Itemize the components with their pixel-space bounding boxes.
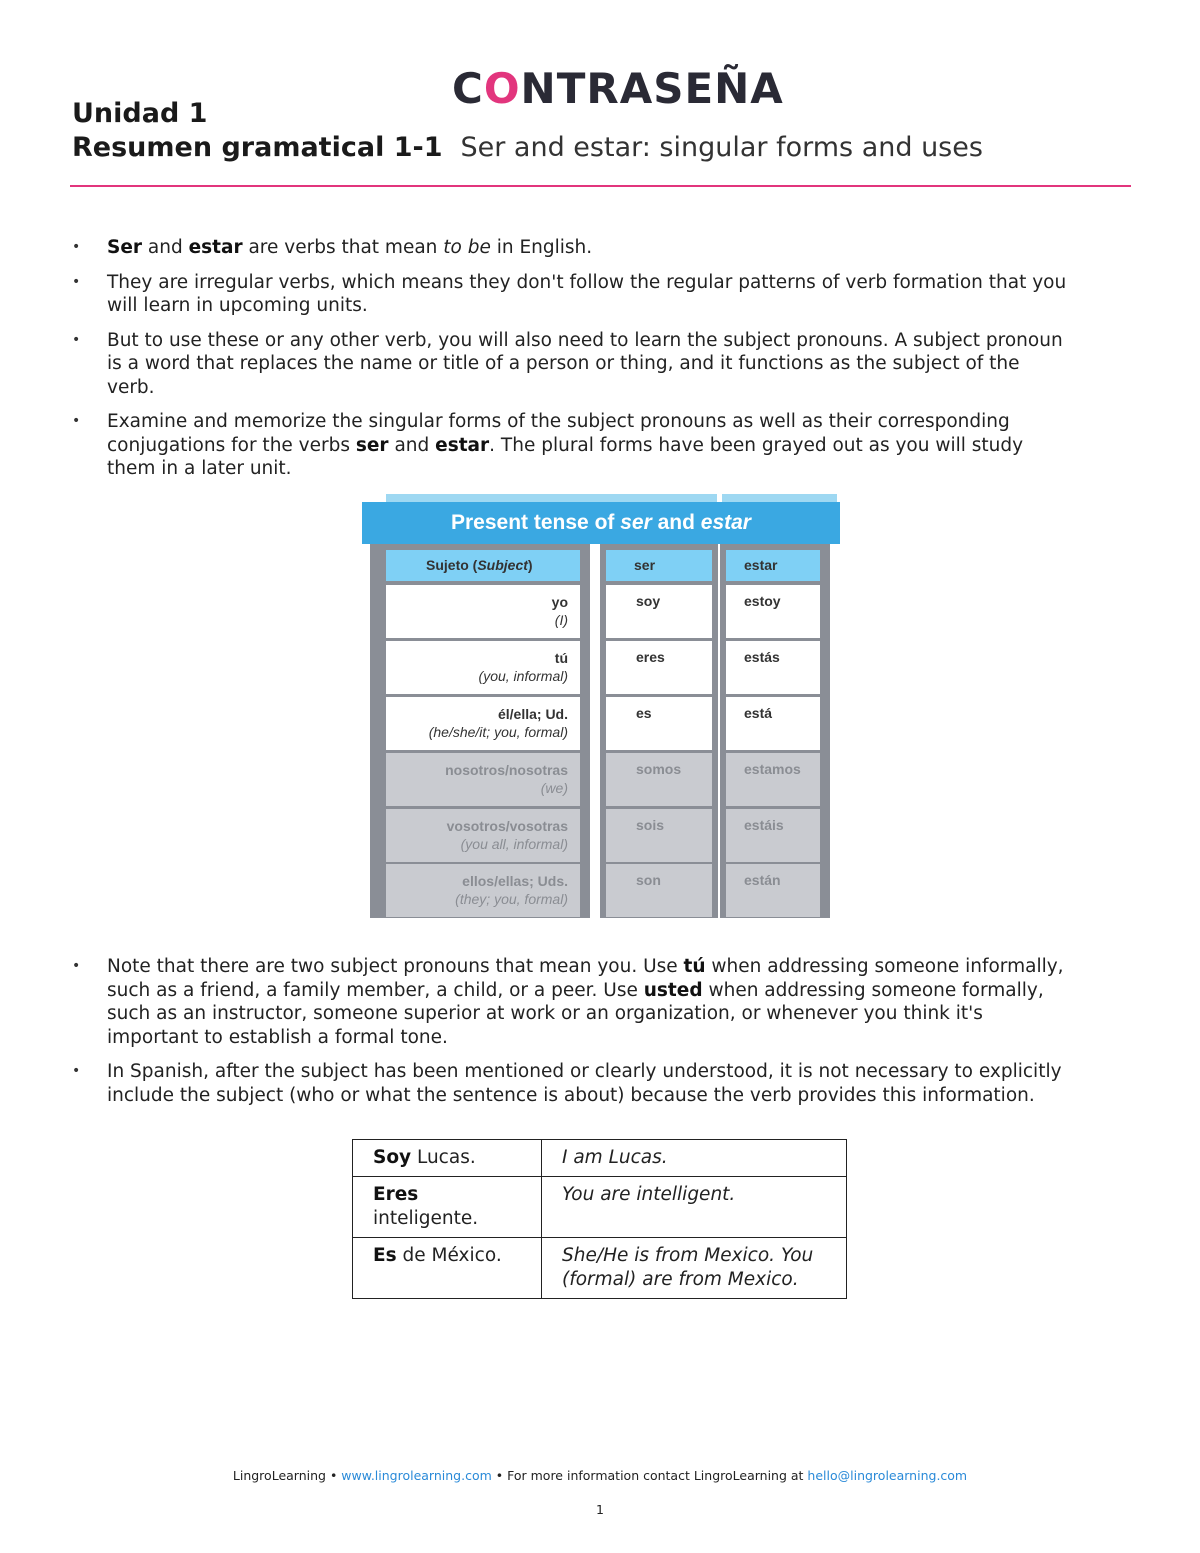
bullet-item: • But to use these or any other verb, you will also need to learn the subject pronouns. A subject pronoun is a word that replaces the name or title of a person or thing, and it functions as the subject of the verb. <box>72 329 1072 400</box>
bullet-item: • Ser and estar are verbs that mean to be in English. <box>72 236 1072 260</box>
example-english: I am Lucas. <box>542 1140 847 1177</box>
example-spanish: Es de México. <box>353 1238 542 1299</box>
example-english: You are intelligent. <box>542 1177 847 1238</box>
bullet-item: • They are irregular verbs, which means they don't follow the regular patterns of verb formation that you will learn in upcoming units. <box>72 271 1072 318</box>
bullet-list-bottom <box>72 955 1072 1118</box>
header-ser: ser <box>606 550 712 581</box>
subject-cell-plural: ellos/ellas; Uds. (they; you, formal) <box>386 864 580 917</box>
lesson-title <box>72 132 983 163</box>
subject-cell: él/ella; Ud. (he/she/it; you, formal) <box>386 697 580 750</box>
example-spanish: Eres inteligente. <box>353 1177 542 1238</box>
footer-company: LingroLearning <box>232 1468 326 1483</box>
bullet-item: • Examine and memorize the singular forms of the subject pronouns as well as their corresponding conjugations for the verbs ser and estar. The plural forms have been grayed out as you will study them in a later unit. <box>72 410 1072 481</box>
ser-cell-plural: son <box>606 864 712 917</box>
estar-cell: estás <box>726 641 820 694</box>
footer-contact-text: For more information contact LingroLearning at <box>507 1468 808 1483</box>
examples-table <box>352 1139 847 1299</box>
table-row <box>353 1177 847 1238</box>
subject-cell-plural: vosotros/vosotras (you all, informal) <box>386 809 580 862</box>
ser-cell-plural: sois <box>606 809 712 862</box>
bullet-item: • In Spanish, after the subject has been mentioned or clearly understood, it is not necessary to explicitly include the subject (who or what the sentence is about) because the verb provides this information. <box>72 1060 1072 1107</box>
subject-cell-plural: nosotros/nosotras (we) <box>386 753 580 806</box>
table-row <box>353 1238 847 1299</box>
table-row <box>353 1140 847 1177</box>
bullet-item: • Note that there are two subject pronouns that mean you. Use tú when addressing someone informally, such as a friend, a family member, a child, or a peer. Use usted when addressing someone formally, such as an instructor, someone superior at work or an organization, or whenever you think it's important to establish a formal tone. <box>72 955 1072 1049</box>
estar-cell-plural: están <box>726 864 820 917</box>
ser-cell: es <box>606 697 712 750</box>
header-estar: estar <box>726 550 820 581</box>
ser-cell: eres <box>606 641 712 694</box>
header-subject: Sujeto (Subject) <box>386 550 580 581</box>
example-spanish: Soy Lucas. <box>353 1140 542 1177</box>
bullet-list-top <box>72 236 1072 492</box>
example-english: She/He is from Mexico. You (formal) are from Mexico. <box>542 1238 847 1299</box>
logo-accent-letter: O <box>483 64 521 113</box>
estar-cell-plural: estáis <box>726 809 820 862</box>
estar-cell: está <box>726 697 820 750</box>
subject-cell: yo (I) <box>386 585 580 638</box>
footer-email-link[interactable]: hello@lingrolearning.com <box>807 1468 968 1483</box>
lesson-label: Resumen gramatical 1-1 <box>72 132 443 163</box>
conjugation-table <box>362 494 840 924</box>
estar-cell: estoy <box>726 585 820 638</box>
unit-title: Unidad 1 <box>72 98 208 129</box>
ser-cell-plural: somos <box>606 753 712 806</box>
subject-cell: tú (you, informal) <box>386 641 580 694</box>
header-divider <box>70 185 1131 187</box>
contrasena-logo: CONTRASEÑA <box>452 64 784 113</box>
footer-website-link[interactable]: www.lingrolearning.com <box>341 1468 492 1483</box>
page-number: 1 <box>596 1502 604 1517</box>
ser-cell: soy <box>606 585 712 638</box>
lesson-subtitle: Ser and estar: singular forms and uses <box>460 132 983 163</box>
table-title: Present tense of ser and estar <box>362 502 840 544</box>
footer: LingroLearning • www.lingrolearning.com • For more information contact LingroLearning at hello@lingrolearning.com <box>232 1468 968 1483</box>
estar-cell-plural: estamos <box>726 753 820 806</box>
